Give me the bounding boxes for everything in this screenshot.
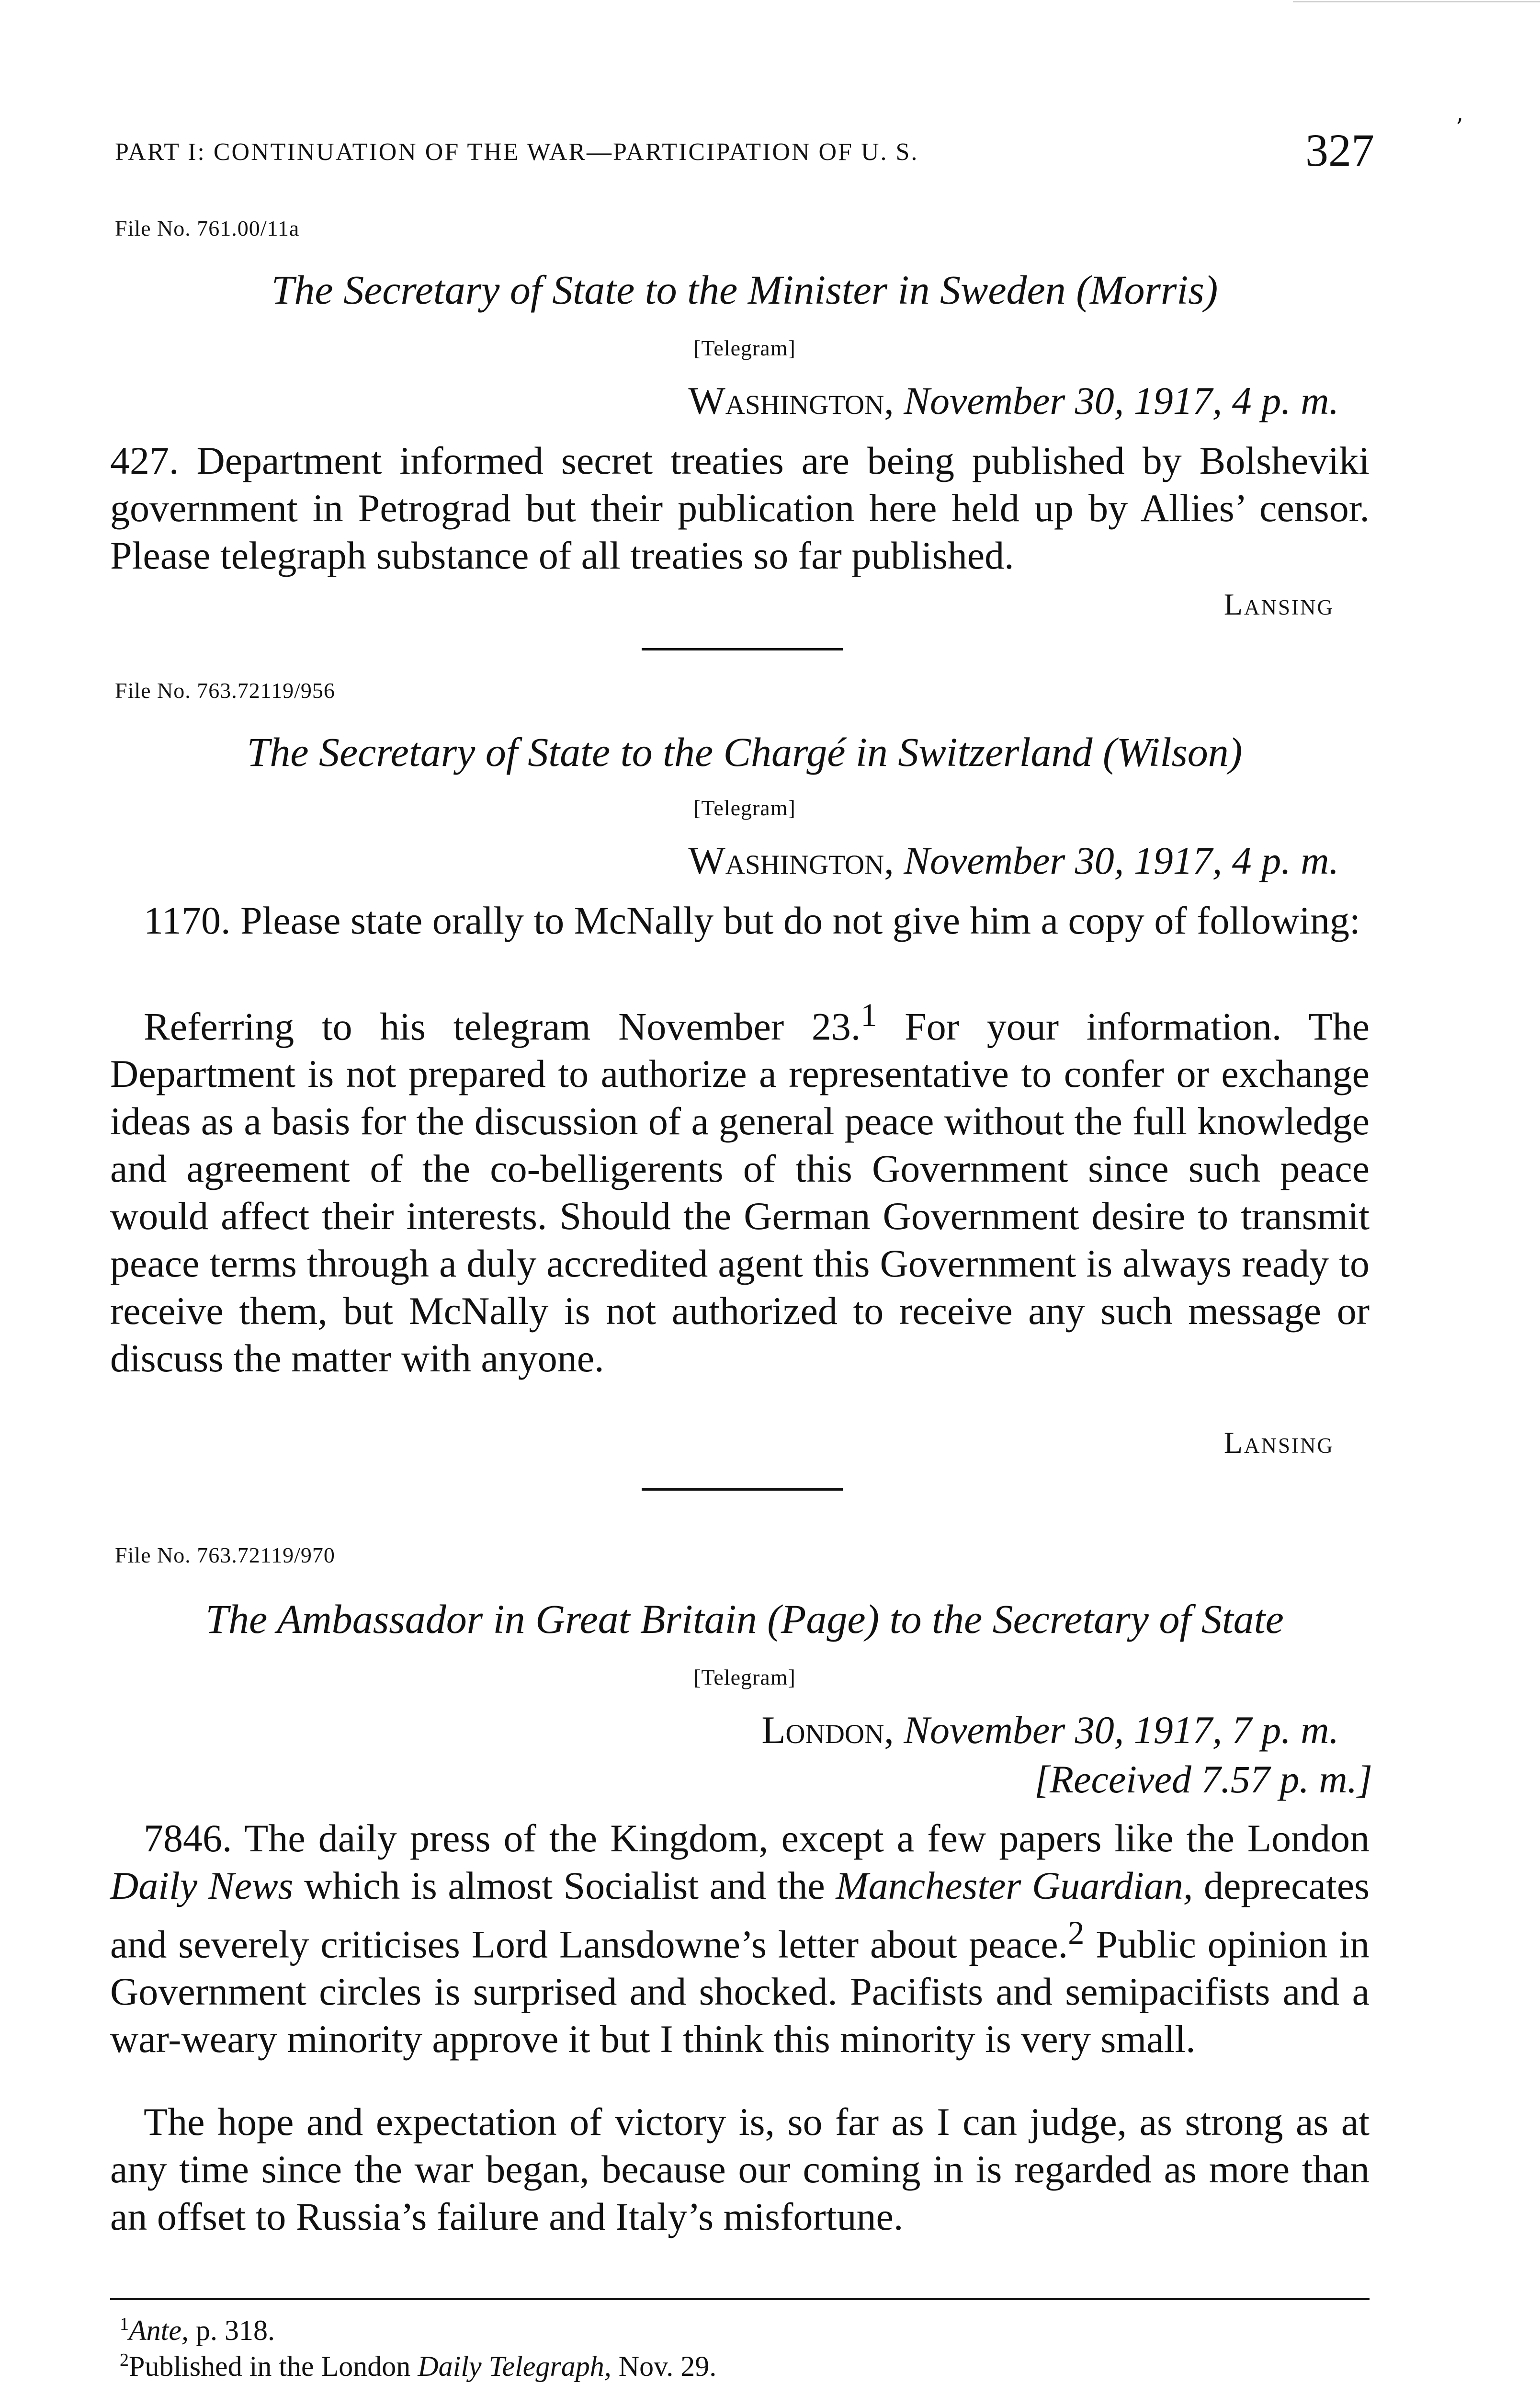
paragraph-2-2 <box>110 992 1370 1382</box>
margin-mark: ’ <box>1456 114 1463 141</box>
paper-title-daily-news: Daily News <box>110 1864 294 1907</box>
paragraph-1-1: 427. Department informed secret treaties are being published by Bolsheviki government in Petrograd but their publication here held up by Allies’ censor. Please telegraph substance of all treaties so far published. <box>110 439 1370 577</box>
telegram-label-3: [Telegram] <box>693 1665 796 1689</box>
received-time: [Received 7.57 p. m.] <box>1034 1757 1372 1801</box>
dateline-time-1: November 30, 1917, 4 p. m. <box>904 379 1339 422</box>
separator-rule-1 <box>642 648 843 650</box>
footnote-2 <box>120 2349 716 2383</box>
paragraph-3-2-text: The hope and expectation of victory is, so far as I can judge, as strong as at any time since the war began, because our coming in is regarded as more than an offset to Russia’s failure and Italy’s misfortune. <box>110 2100 1370 2238</box>
paragraph-3-1-c: deprecates and severely criticises Lord Lansdowne’s letter about peace. <box>110 1864 1370 1966</box>
telegram-label-1: [Telegram] <box>693 336 796 360</box>
dateline-2 <box>688 838 1339 883</box>
footnote-rule <box>110 2298 1370 2300</box>
file-number-2: File No. 763.72119/956 <box>115 678 335 703</box>
document-title-2: The Secretary of State to the Chargé in Switzerland (Wilson) <box>247 729 1243 775</box>
file-number-3: File No. 763.72119/970 <box>115 1543 335 1567</box>
page-number: 327 <box>1305 125 1374 176</box>
footnote-ref-2: 2 <box>1068 1915 1085 1951</box>
signature-2: Lansing <box>1223 1426 1334 1460</box>
footnote-ref-1: 1 <box>861 997 877 1033</box>
signature-1: Lansing <box>1223 587 1334 621</box>
paragraph-2-2-text: For your information. The Department is not prepared to authorize a representative to confer or exchange ideas as a basis for the discussion of a general peace without the full knowledge and agreement of the co-belligerents of this Government since such peace would affect their interests. Should the German Government desire to transmit peace terms through a duly accredited agent this Government is always ready to receive them, but McNally is not authorized to receive any such message or discuss the matter with anyone. <box>110 1004 1370 1380</box>
paragraph-2-2-lead: Referring to his telegram November 23. <box>144 1004 861 1049</box>
paragraph-2-1 <box>110 897 1370 944</box>
footnote-1-text: p. 318. <box>195 2315 275 2346</box>
dateline-3 <box>761 1708 1339 1753</box>
scan-edge-line <box>1293 1 1540 2</box>
footnote-2-end: Nov. 29. <box>618 2350 717 2382</box>
footnote-mark-1: 1 <box>120 2314 129 2334</box>
footnote-1 <box>120 2314 275 2347</box>
dateline-time-2: November 30, 1917, 4 p. m. <box>904 839 1339 882</box>
telegram-label-2: [Telegram] <box>693 796 796 820</box>
paragraph-3-1 <box>110 1814 1370 2063</box>
dateline-time-3: November 30, 1917, 7 p. m. <box>904 1708 1339 1752</box>
document-title-3: The Ambassador in Great Britain (Page) to the Secretary of State <box>205 1596 1284 1642</box>
running-title: PART I: CONTINUATION OF THE WAR—PARTICIPATION OF U. S. <box>115 138 919 166</box>
paragraph-3-1-d: Public opinion in Government circles is surprised and shocked. Pacifists and semipacifists and a war-weary minority approve it but I think this minority is very small. <box>110 1922 1370 2061</box>
dateline-place-2: Washington, <box>688 839 894 882</box>
dateline-place-3: London, <box>761 1708 894 1752</box>
footnote-mark-2: 2 <box>120 2350 129 2370</box>
footnote-2-text: Published in the London <box>129 2350 411 2382</box>
separator-rule-2 <box>642 1488 843 1491</box>
paragraph-3-1-b: which is almost Socialist and the <box>304 1864 825 1907</box>
paragraph-2-1-text: 1170. Please state orally to McNally but do not give him a copy of following: <box>144 899 1360 942</box>
dateline-place-1: Washington, <box>688 379 894 422</box>
footnote-2-italic: Daily Telegraph, <box>418 2350 611 2382</box>
paper-title-manchester-guardian: Manchester Guardian, <box>836 1864 1193 1907</box>
dateline-1 <box>688 378 1339 423</box>
running-header <box>110 120 1374 176</box>
paragraph-3-2 <box>110 2098 1370 2240</box>
paragraph-3-1-a: 7846. The daily press of the Kingdom, except a few papers like the London <box>144 1816 1370 1860</box>
document-title-1: The Secretary of State to the Minister in Sweden (Morris) <box>271 267 1218 313</box>
footnote-1-italic: Ante, <box>129 2315 189 2346</box>
file-number-1: File No. 761.00/11a <box>115 216 300 240</box>
